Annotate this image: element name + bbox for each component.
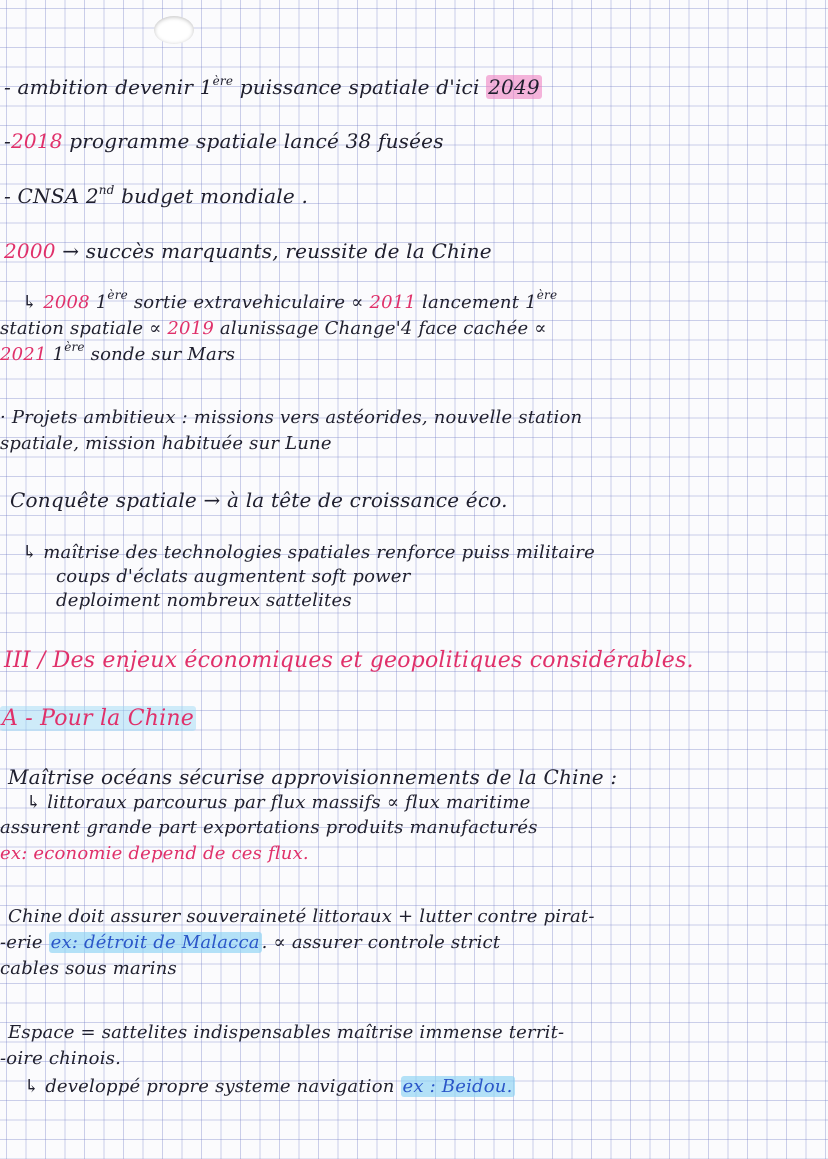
punch-hole [154, 16, 194, 44]
note-line-programme: -2018 programme spatiale lancé 38 fusées [4, 129, 444, 153]
note-line-malacca: -erie ex: détroit de Malacca . ∝ assurer controle strict [0, 932, 501, 953]
note-line-navigation: ↳ developpé propre systeme navigation ex : Beidou. [24, 1076, 513, 1097]
note-line-littoraux: ↳ littoraux parcourus par flux massifs ∝ flux maritime [26, 792, 531, 813]
note-line-ambition: - ambition devenir 1ère puissance spatiale d'ici 2049 [4, 74, 540, 99]
note-line-exportations: assurent grande part exportations produits manufacturés [0, 817, 538, 838]
note-line-maitrise: ↳ maîtrise des technologies spatiales renforce puiss militaire [22, 542, 595, 563]
section-title: III / Des enjeux économiques et geopolitiques considérables. [4, 648, 694, 673]
note-line-conquete: Conquête spatiale → à la tête de croissance éco. [10, 488, 508, 512]
note-line-projets: · Projets ambitieux : missions vers astéorides, nouvelle station [0, 407, 583, 428]
note-line-coups: coups d'éclats augmentent soft power [56, 566, 411, 587]
note-line-succes: 2000 → succès marquants, reussite de la Chine [4, 239, 492, 263]
note-line-2021: 2021 1ère sonde sur Mars [0, 340, 236, 365]
note-line-espace: Espace = sattelites indispensables maîtrise immense territ- [8, 1022, 565, 1043]
note-line-station: station spatiale ∝ 2019 alunissage Change'4 face cachée ∝ [0, 318, 547, 339]
note-line-cnsa: - CNSA 2nd budget mondiale . [4, 183, 308, 208]
note-line-spatiale: spatiale, mission habituée sur Lune [0, 433, 332, 454]
note-line-2008: ↳ 2008 1ère sortie extravehiculaire ∝ 2011 lancement 1ère [22, 288, 558, 313]
subsection-title: A - Pour la Chine [2, 706, 194, 731]
note-line-cables: cables sous marins [0, 958, 177, 979]
note-line-deploiement: deploiment nombreux sattelites [56, 590, 352, 611]
note-line-territoire: -oire chinois. [0, 1048, 122, 1069]
note-line-oceans: Maîtrise océans sécurise approvisionnements de la Chine : [8, 765, 618, 789]
note-line-souverainete: Chine doit assurer souveraineté littoraux + lutter contre pirat- [8, 906, 595, 927]
example-flux: ex: economie depend de ces flux. [0, 843, 309, 864]
